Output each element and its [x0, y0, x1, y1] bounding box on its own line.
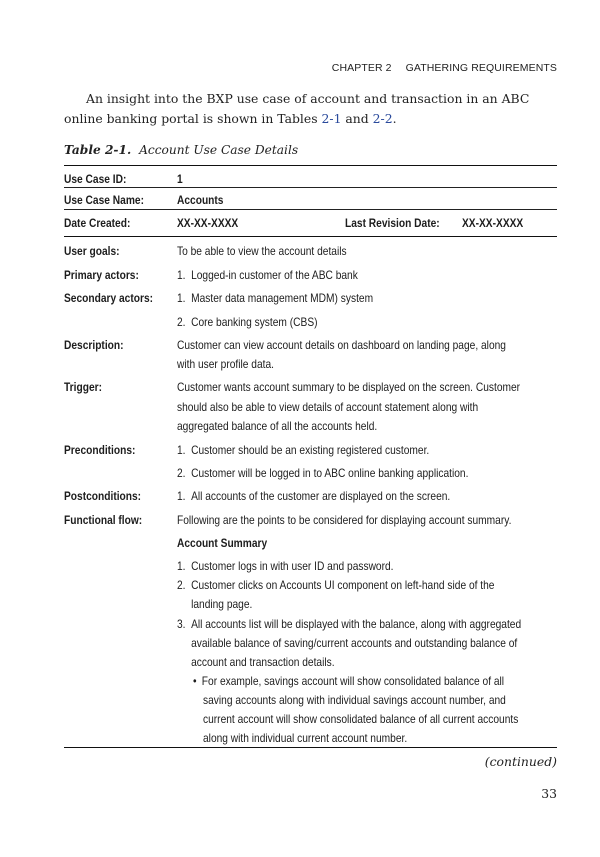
running-header: [332, 62, 557, 74]
table-bottom-rule: [64, 747, 557, 748]
last-revision-value: XX-XX-XXXX: [462, 217, 524, 230]
table-ref-2-1[interactable]: 2-1: [321, 111, 342, 126]
list-item: 1. Logged-in customer of the ABC bank: [177, 269, 358, 282]
use-case-name-label: Use Case Name:: [64, 194, 144, 207]
preconditions-label: Preconditions:: [64, 444, 136, 457]
user-goals-label: User goals:: [64, 245, 120, 258]
list-item: 1. All accounts of the customer are displayed on the screen.: [177, 490, 451, 503]
description-label: Description:: [64, 339, 124, 352]
trigger-label: Trigger:: [64, 381, 102, 394]
row-divider: [64, 187, 557, 188]
functional-flow-intro: Following are the points to be considered for displaying account summary.: [177, 514, 512, 527]
list-item: 2. Customer clicks on Accounts UI component on left-hand side of the: [177, 579, 495, 592]
bullet-continuation: along with individual current account number.: [203, 732, 408, 745]
table-ref-2-2[interactable]: 2-2: [372, 111, 393, 126]
list-item-continuation: available balance of saving/current accounts and outstanding balance of: [191, 637, 518, 650]
last-revision-label: Last Revision Date:: [345, 217, 440, 230]
user-goals-value: To be able to view the account details: [177, 245, 347, 258]
table-number: Table 2-1.: [64, 143, 132, 157]
bullet-item: • For example, savings account will show consolidated balance of all: [193, 675, 505, 688]
chapter-label: CHAPTER 2: [331, 62, 392, 74]
secondary-actors-label: Secondary actors:: [64, 292, 154, 305]
use-case-name-value: Accounts: [177, 194, 224, 207]
intro-paragraph: An insight into the BXP use case of account and transaction in an ABC online banking portal is shown in Tables 2-1 and 2-2.: [64, 91, 530, 126]
bullet-icon: •: [193, 675, 197, 688]
functional-flow-label: Functional flow:: [64, 514, 143, 527]
trigger-line: should also be able to view details of account statement along with: [177, 401, 479, 414]
list-item-continuation: landing page.: [191, 598, 253, 611]
list-item-continuation: account and transaction details.: [191, 656, 335, 669]
list-item: 1. Customer should be an existing registered customer.: [177, 444, 430, 457]
list-item: 3. All accounts list will be displayed with the balance, along with aggregated: [177, 618, 522, 631]
header-bottom-rule: [64, 236, 557, 237]
table-title: Account Use Case Details: [139, 143, 299, 157]
use-case-id-value: 1: [177, 173, 183, 186]
description-line: Customer can view account details on dashboard on landing page, along: [177, 339, 506, 352]
list-item: 1. Customer logs in with user ID and password.: [177, 560, 394, 573]
use-case-id-label: Use Case ID:: [64, 173, 127, 186]
table-caption: [64, 143, 298, 157]
date-created-label: Date Created:: [64, 217, 131, 230]
primary-actors-label: Primary actors:: [64, 269, 139, 282]
bullet-continuation: current account will show consolidated balance of all current accounts: [203, 713, 519, 726]
account-summary-heading: Account Summary: [177, 537, 268, 550]
table-top-rule: [64, 165, 557, 166]
list-item: 2. Core banking system (CBS): [177, 316, 318, 329]
list-item: 2. Customer will be logged in to ABC online banking application.: [177, 467, 469, 480]
date-created-value: XX-XX-XXXX: [177, 217, 239, 230]
list-item: 1. Master data management MDM) system: [177, 292, 374, 305]
row-divider: [64, 209, 557, 210]
page-number: 33: [541, 786, 557, 801]
bullet-continuation: saving accounts along with individual savings account number, and: [203, 694, 506, 707]
continued-note: (continued): [484, 754, 557, 769]
postconditions-label: Postconditions:: [64, 490, 142, 503]
trigger-line: Customer wants account summary to be displayed on the screen. Customer: [177, 381, 521, 394]
description-line: with user profile data.: [177, 358, 274, 371]
trigger-line: aggregated balance of all the accounts held.: [177, 420, 378, 433]
chapter-title: GATHERING REQUIREMENTS: [405, 62, 557, 74]
